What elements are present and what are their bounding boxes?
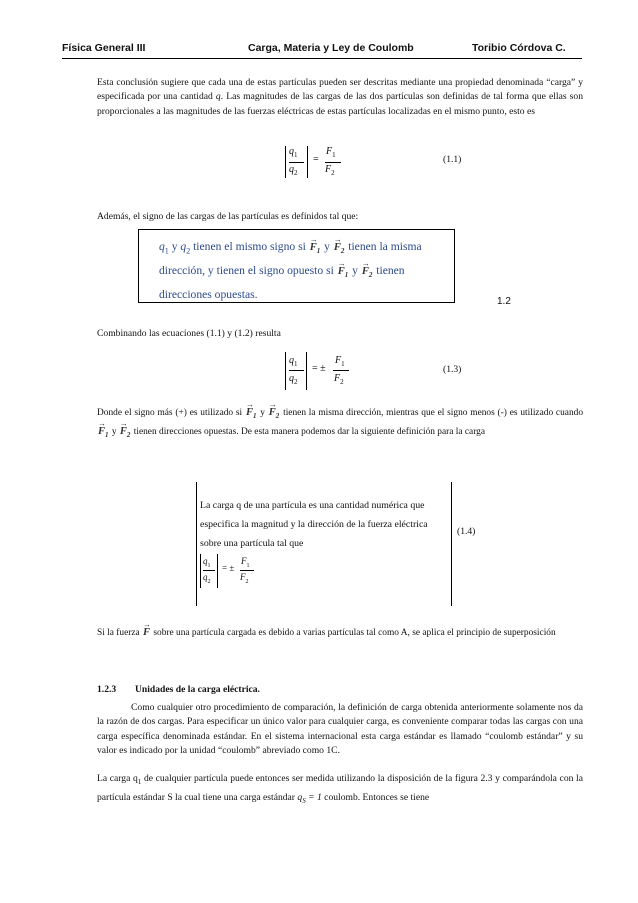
- section-number: 1.2.3: [97, 684, 117, 695]
- vector-f1-symbol: → $F_1$: [309, 238, 322, 261]
- abs-bar-right: [306, 352, 307, 390]
- intro-paragraph: Esta conclusión sugiere que cada una de estas partículas pueden ser descritas mediante una propiedad denominada “carga” y especificada por una cantidad q. Las magnitudes de las cargas de las dos partículas son definidas de tal forma que ellas son proporcionales a las magnitudes de las fuerzas eléctricas de estas partículas localizadas en el mismo punto, esto es: [97, 77, 583, 117]
- equals-sign: =: [313, 154, 319, 165]
- definition-text: La carga q de una partícula es una cantidad numérica que especifica la magnitud y la dirección de la fuerza eléctrica sobre una partícula tal que: [200, 500, 428, 549]
- header-left: Física General III: [62, 42, 146, 54]
- abs-bar-right: [307, 146, 308, 178]
- measurement-paragraph: La carga $q_1$ de cualquier partícula puede entonces ser medida utilizando la disposición de la figura 2.3 y comparándola con la partícula estándar S la cual tiene una carga estándar $q_S = 1$ coulomb. Entonces se tiene: [97, 773, 583, 805]
- abs-bar-left: [285, 146, 286, 178]
- header-center: Carga, Materia y Ley de Coulomb: [248, 42, 414, 54]
- equation-label: (1.4): [457, 526, 476, 537]
- definition-box: La carga q de una partícula es una cantidad numérica que especifica la magnitud y la dirección de la fuerza eléctrica sobre una partícula tal que $q_1$ $q_2$ = ± $F_1$ $F_2$: [196, 482, 452, 606]
- units-paragraph: Como cualquier otro procedimiento de comparación, la definición de carga obtenida anteriormente solamente nos da la razón de dos cargas. Para especificar un único valor para cualquier carga, es conveniente comparar todas las cargas con una carga específica denominada estándar. En el sistema internacional esta carga estándar es llamado “coulomb estándar” y su valor es indicado por la unidad “coulomb” abreviado como 1C.: [97, 702, 583, 757]
- vector-f2-symbol: → $F_2$: [268, 405, 281, 424]
- vector-f2-symbol: → $F_2$: [333, 238, 346, 261]
- vector-f-symbol: → F: [142, 625, 151, 641]
- vector-f1-symbol: → $F_1$: [337, 262, 350, 285]
- superposition-paragraph: Si la fuerza → F sobre una partícula cargada es debido a varias partículas tal como A, se aplica el principio de superposición: [97, 625, 583, 641]
- vector-f2-symbol: → $F_2$: [119, 424, 132, 443]
- sign-rule-text: $q_1$ y $q_2$ tienen el mismo signo si → $F_1$ $y \to F_2$ tienen la misma dirección, y tienen el signo opuesto si → $F_1$ $y \to F_2$ tienen direcciones opuestas.: [159, 237, 449, 304]
- equation-label: (1.3): [443, 364, 462, 375]
- combine-text: Combinando las ecuaciones (1.1) y (1.2) resulta: [97, 328, 281, 339]
- section-title: Unidades de la carga eléctrica.: [135, 684, 260, 695]
- vector-f2-symbol: → $F_2$: [361, 262, 374, 285]
- equals-plusminus: = ±: [312, 363, 326, 374]
- equation-label: (1.1): [443, 154, 462, 165]
- sign-paragraph: Donde el signo más (+) es utilizado si → $F_1$ $y \to F_2$ tienen la misma dirección, mientras que el signo menos (-) es utilizado cuando → $F_1$ $y \to F_2$ tienen direcciones opuestas. De esta manera podemos dar la siguiente definición para la carga: [97, 405, 583, 443]
- vector-f1-symbol: → $F_1$: [245, 405, 258, 424]
- header-right: Toribio Córdova C.: [472, 42, 566, 54]
- header-rule: [62, 58, 582, 59]
- sign-intro: Además, el signo de las cargas de las partículas es definidos tal que:: [97, 211, 359, 222]
- equation-label: 1.2: [497, 296, 511, 307]
- abs-bar-left: [285, 352, 286, 390]
- vector-f1-symbol: → $F_1$: [97, 424, 110, 443]
- sign-rule-box: [138, 229, 455, 303]
